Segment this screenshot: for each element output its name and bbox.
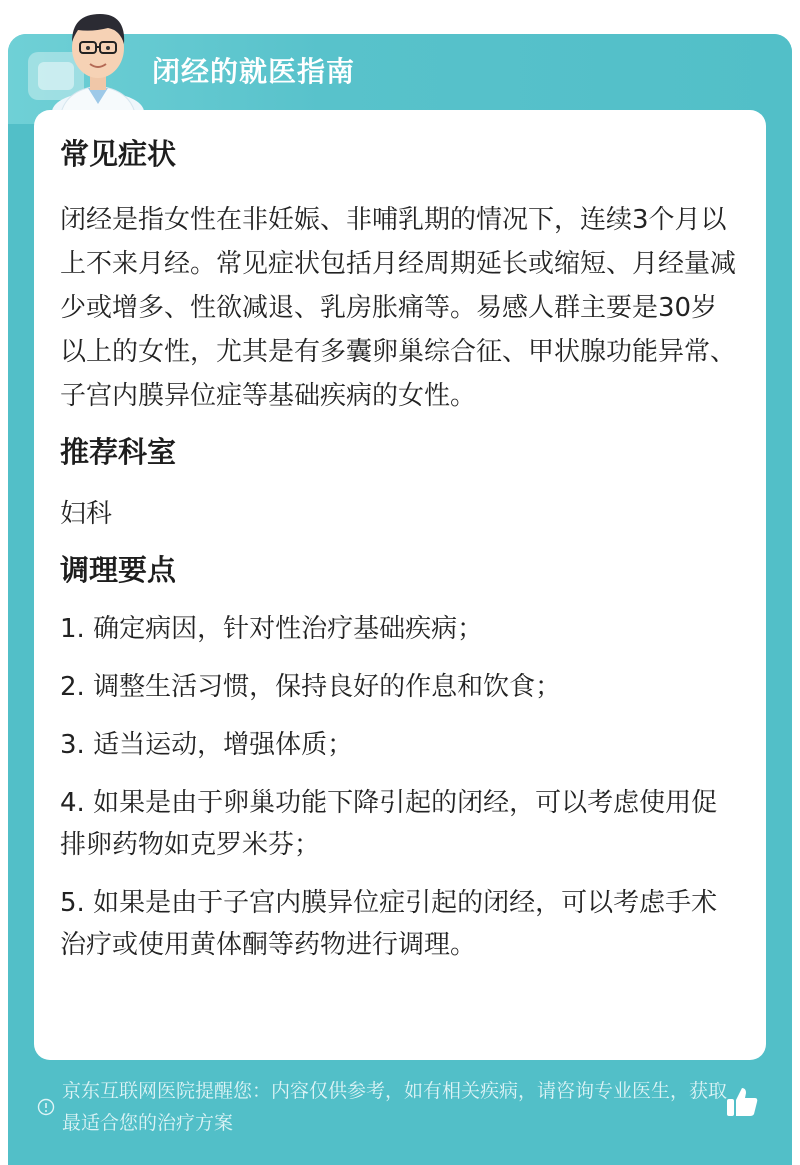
section-heading-symptoms: 常见症状 <box>60 137 177 171</box>
list-item: 4. 如果是由于卵巢功能下降引起的闭经，可以考虑使用促排卵药物如克罗米芬； <box>60 788 718 860</box>
list-item: 1. 确定病因，针对性治疗基础疾病； <box>60 614 484 644</box>
doctor-avatar-icon <box>42 0 154 118</box>
section-body-department: 妇科 <box>60 499 113 529</box>
list-item: 3. 适当运动，增强体质； <box>60 730 354 760</box>
thumbs-up-icon[interactable] <box>724 1084 760 1120</box>
section-heading-department: 推荐科室 <box>60 435 177 469</box>
content-body <box>60 130 740 966</box>
section-body-symptoms: 闭经是指女性在非妊娠、非哺乳期的情况下，连续3个月以上不来月经。常见症状包括月经周期延长或缩短、月经量减少或增多、性欲减退、乳房胀痛等。易感人群主要是30岁以上的女性，尤其是有多囊卵巢综合征、甲状腺功能异常、子宫内膜异位症等基础疾病的女性。 <box>60 205 737 411</box>
page-title: 闭经的就医指南 <box>152 55 356 88</box>
list-item: 2. 调整生活习惯，保持良好的作息和饮食； <box>60 672 562 702</box>
list-item: 5. 如果是由于子宫内膜异位症引起的闭经，可以考虑手术治疗或使用黄体酮等药物进行调理。 <box>60 888 718 960</box>
footer-notice: 京东互联网医院提醒您：内容仅供参考，如有相关疾病，请咨询专业医生，获取最适合您的治疗方案 <box>62 1080 728 1134</box>
care-list <box>60 608 740 966</box>
info-icon <box>37 1098 55 1116</box>
section-heading-care: 调理要点 <box>60 553 177 587</box>
